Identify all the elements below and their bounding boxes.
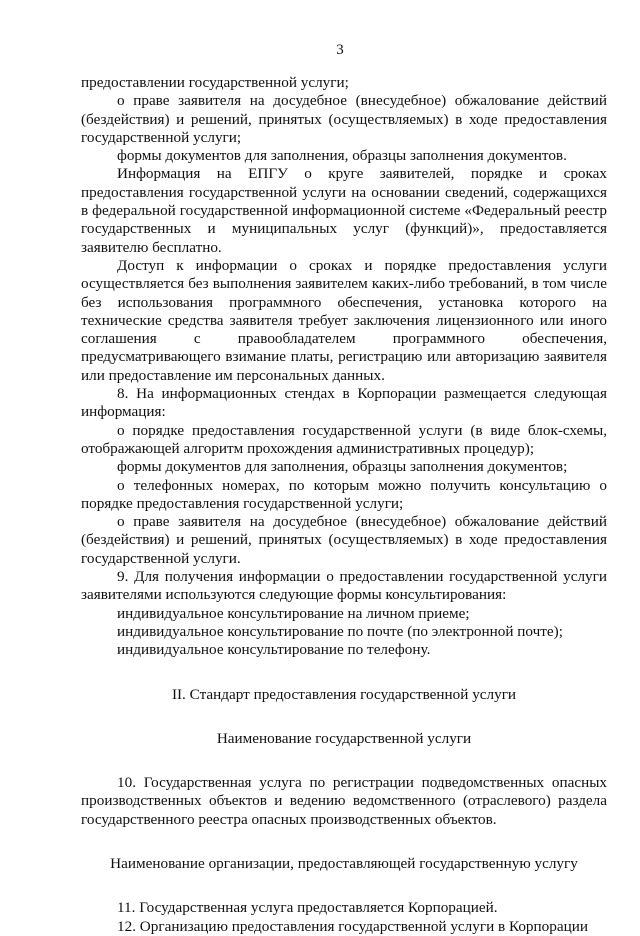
paragraph: о праве заявителя на досудебное (внесудебное) обжалование действий (бездействия) и решений, принятых (осуществляемых) в ходе предоставления государственной услуги.	[81, 513, 607, 567]
paragraph: о порядке предоставления государственной услуги (в виде блок-схемы, отображающей алгоритм прохождения административных процедур);	[81, 421, 607, 457]
paragraph: 8. На информационных стендах в Корпорации размещается следующая информация:	[81, 385, 607, 421]
paragraph-10: 10. Государственная услуга по регистрации подведомственных опасных производственных объектов и ведению ведомственного (отраслевого) раздела государственного реестра опасных производственных объектов.	[81, 774, 607, 828]
subheading-organization: Наименование организации, предоставляющей государственную услугу	[110, 854, 578, 872]
paragraph-12: 12. Организацию предоставления государственной услуги в Корпорации	[117, 917, 588, 935]
paragraph: индивидуальное консультирование по телефону.	[117, 641, 431, 659]
paragraph-11: 11. Государственная услуга предоставляется Корпорацией.	[117, 899, 498, 917]
paragraph: индивидуальное консультирование по почте (по электронной почте);	[117, 622, 563, 640]
paragraph: Доступ к информации о сроках и порядке предоставления услуги осуществляется без выполнения заявителем каких-либо требований, в том числе без использования программного обеспечения, установка которого на технические средства заявителя требует заключения лицензионного или иного соглашения с правообладателем программного обеспечения, предусматривающего взимание платы, регистрацию или авторизацию заявителя или предоставление им персональных данных.	[81, 256, 607, 384]
paragraph: 9. Для получения информации о предоставлении государственной услуги заявителями используются следующие формы консультирования:	[81, 568, 607, 604]
paragraph: о праве заявителя на досудебное (внесудебное) обжалование действий (бездействия) и решений, принятых (осуществляемых) в ходе предоставления государственной услуги;	[81, 92, 607, 146]
subheading-service-name: Наименование государственной услуги	[216, 729, 472, 747]
section-heading: II. Стандарт предоставления государственной услуги	[171, 685, 517, 703]
paragraph: Информация на ЕПГУ о круге заявителей, порядке и сроках предоставления государственной услуги на основании сведений, содержащихся в федеральной государственной информационной системе «Федеральный реестр государственных и муниципальных услуг (функций)», предоставляется заявителю бесплатно.	[81, 165, 607, 256]
paragraph: о телефонных номерах, по которым можно получить консультацию о порядке предоставления государственной услуги;	[81, 476, 607, 512]
paragraph: индивидуальное консультирование на личном приеме;	[117, 604, 470, 622]
paragraph: предоставлении государственной услуги;	[81, 74, 349, 91]
paragraph: формы документов для заполнения, образцы заполнения документов.	[117, 147, 567, 165]
document-body	[81, 74, 607, 936]
page-number: 3	[336, 42, 344, 58]
paragraph: формы документов для заполнения, образцы заполнения документов;	[117, 458, 568, 476]
